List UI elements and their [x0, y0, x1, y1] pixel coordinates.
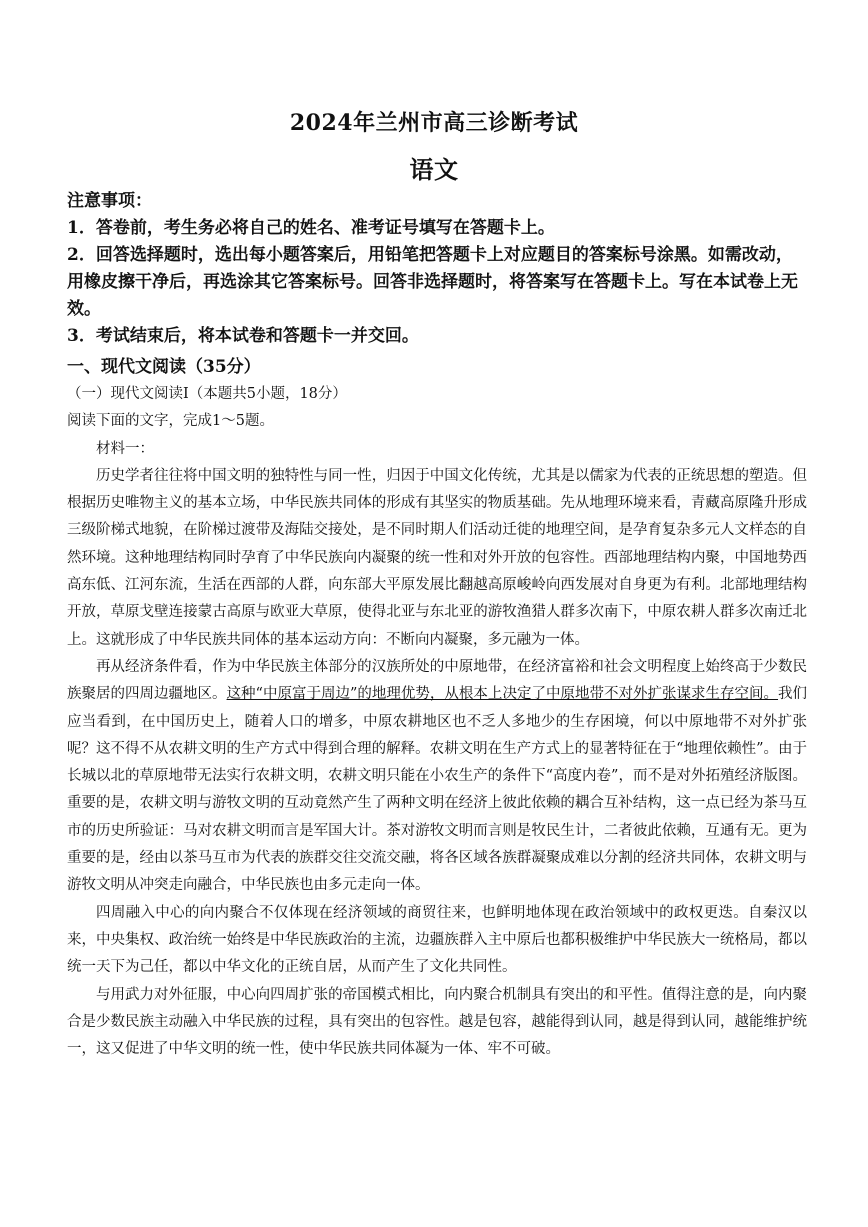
material-label: 材料一：	[96, 440, 154, 457]
notice-item-1: 1．答卷前，考生务必将自己的姓名、准考证号填写在答题卡上。	[67, 218, 555, 238]
paragraph-4: 与用武力对外征服，中心向四周扩张的帝国模式相比，向内聚合机制具有突出的和平性。值得注意的是，向内聚合是少数民族主动融入中华民族的过程，具有突出的包容性。越是包容，越能得到认同，越是得到认同，越能维护统一，这又促进了中华文明的统一性，使中华民族共同体凝为一体、牢不可破。	[67, 986, 807, 1058]
sub-section-title: （一）现代文阅读Ⅰ（本题共5小题，18分）	[67, 386, 347, 402]
instruction: 阅读下面的文字，完成1～5题。	[67, 413, 274, 430]
paragraph-2	[67, 654, 807, 900]
underlined-sentence: 这种“中原富于周边”的地理优势，从根本上决定了中原地带不对外扩张谋求生存空间。	[226, 686, 779, 703]
notice-item-2: 2．回答选择题时，选出每小题答案后，用铅笔把答题卡上对应题目的答案标号涂黑。如需改动，用橡皮擦干净后，再选涂其它答案标号。回答非选择题时，将答案写在答题卡上。写在本试卷上无效。	[67, 245, 798, 319]
subject-title: 语文	[409, 155, 459, 184]
notice-item-3: 3．考试结束后，将本试卷和答题卡一并交回。	[67, 326, 419, 346]
exam-title: 2024年兰州市高三诊断考试	[289, 110, 579, 136]
paragraph-2-end: 我们应当看到，在中国历史上，随着人口的增多，中原农耕地区也不乏人多地少的生存困境，何以中原地带不对外扩张呢？这不得不从农耕文明的生产方式中得到合理的解释。农耕文明在生产方式上的显著特征在于“地理依赖性”。由于长城以北的草原地带无法实行农耕文明，农耕文明只能在小农生产的条件下“高度内卷”，而不是对外拓殖经济版图。重要的是，农耕文明与游牧文明的互动竟然产生了两种文明在经济上彼此依赖的耦合互补结构，这一点已经为茶马互市的历史所验证：马对农耕文明而言是军国大计。茶对游牧文明而言则是牧民生计，二者彼此依赖，互通有无。更为重要的是，经由以茶马互市为代表的族群交往交流交融，将各区域各族群凝聚成难以分割的经济共同体，农耕文明与游牧文明从冲突走向融合，中华民族也由多元走向一体。	[67, 686, 808, 894]
notice-heading: 注意事项：	[67, 191, 152, 211]
reading-passage	[67, 381, 807, 1063]
notice-block	[67, 188, 807, 350]
paragraph-3: 四周融入中心的向内聚合不仅体现在经济领域的商贸往来，也鲜明地体现在政治领域中的政权更迭。自秦汉以来，中央集权、政治统一始终是中华民族政治的主流，边疆族群入主中原后也都积极维护中华民族大一统格局，都以统一天下为己任，都以中华文化的正统自居，从而产生了文化共同性。	[67, 904, 807, 976]
paragraph-1: 历史学者往往将中国文明的独特性与同一性，归因于中国文化传统，尤其是以儒家为代表的正统思想的塑造。但根据历史唯物主义的基本立场，中华民族共同体的形成有其坚实的物质基础。先从地理环境来看，青藏高原隆升形成三级阶梯式地貌，在阶梯过渡带及海陆交接处，是不同时期人们活动迁徙的地理空间，是孕育复杂多元人文样态的自然环境。这种地理结构同时孕育了中华民族向内凝聚的统一性和对外开放的包容性。西部地理结构内聚，中国地势西高东低、江河东流，生活在西部的人群，向东部大平原发展比翻越高原峻岭向西发展对自身更为有利。北部地理结构开放，草原戈壁连接蒙古高原与欧亚大草原，使得北亚与东北亚的游牧渔猎人群多次南下，中原农耕人群多次南迁北上。这就形成了中华民族共同体的基本运动方向：不断向内凝聚，多元融为一体。	[67, 467, 807, 648]
paragraph-2-start: 再从经济条件看，作为中华民族主体部分的汉族所处的中原地带，在经济富裕和社会文明程度上始终高于少数民族聚居的四周边疆地区。	[67, 658, 807, 703]
section-title: 一、现代文阅读（35分）	[67, 357, 261, 377]
